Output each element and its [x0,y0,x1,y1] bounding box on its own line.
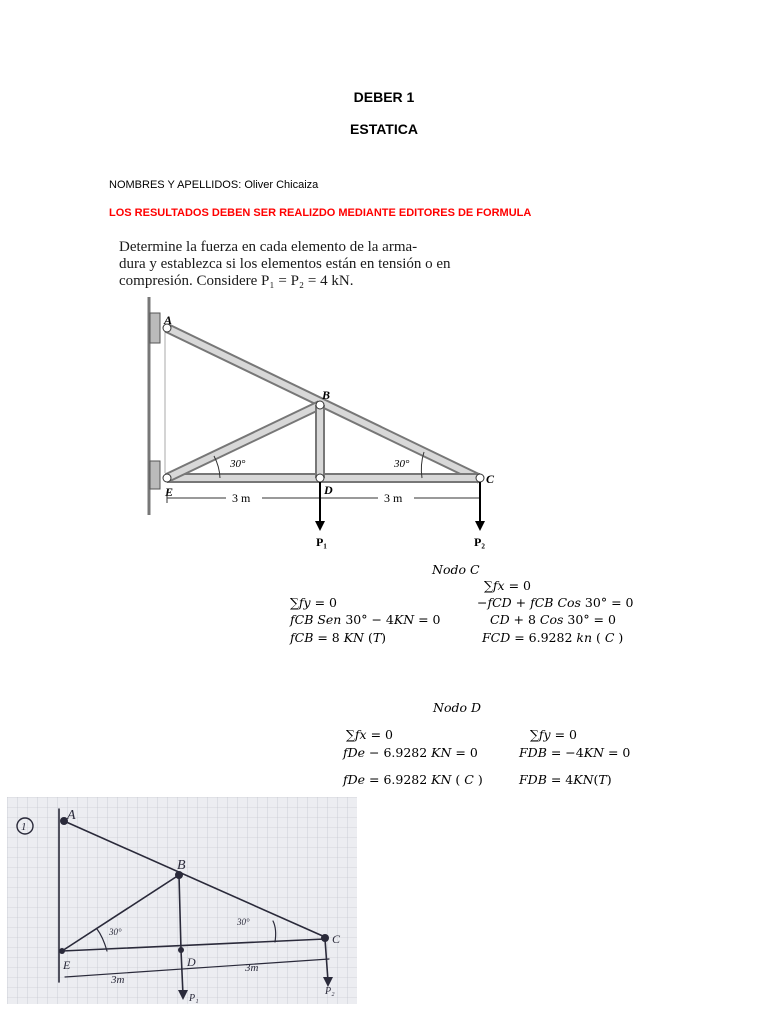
sketch-joint-d [178,947,184,953]
node-d-eq3: 𝑓𝐷𝑒 = 6.9282 𝐾𝑁 ( 𝐶 ) [343,772,483,787]
label-a: A [164,313,173,327]
node-c-sum-fy: ∑𝑓𝑦 = 0 [290,595,337,610]
label-p2: P₂ [474,535,485,549]
angle-label-right: 30° [394,458,410,470]
sketch-label-a: A [67,808,76,823]
sketch-label-p1: P₁ [189,993,199,1004]
dimension-label-left: 3 m [232,491,251,505]
support-e [150,461,160,489]
node-c-eq3: 𝐶𝐷 + 8 𝐶𝑜𝑠 30° = 0 [490,612,616,627]
load-arrowhead-p2 [475,521,485,531]
sketch-label-c: C [332,932,341,946]
node-d-eq4: 𝐹𝐷𝐵 = 4𝐾𝑁(𝑇) [519,772,612,787]
problem-line: compresión. Considere P₁ = P₂ = 4 kN. [119,273,354,289]
node-d-heading: Nodo D [433,700,481,715]
sketch-label-e: E [63,958,71,972]
truss-figure [140,295,520,555]
label-b: B [322,388,331,402]
node-c-sum-fx: ∑𝑓𝑥 = 0 [484,578,531,593]
dimension-label-right: 3 m [384,491,403,505]
label-c: C [486,472,495,486]
sketch-angle-right: 30° [237,917,250,927]
sketch-label-p2: P₂ [325,986,335,997]
load-arrowhead-p1 [315,521,325,531]
node-c-eq2: 𝑓𝐶𝐵 𝑆𝑒𝑛 30° − 4𝐾𝑁 = 0 [290,612,441,627]
joint-c [476,474,484,482]
joint-d [316,474,324,482]
hand-sketch [7,797,357,1004]
label-d: D [324,483,333,497]
angle-label-left: 30° [230,458,246,470]
joint-b [316,401,324,409]
sketch-joint-e [59,948,65,954]
student-name: NOMBRES Y APELLIDOS: Oliver Chicaiza [109,179,319,191]
sketch-label-d: D [187,955,196,969]
document-title: DEBER 1 [353,89,415,105]
sketch-dim-right: 3m [245,962,259,974]
problem-line: dura y establezca si los elementos están en tensión o en [119,256,451,272]
label-e: E [165,485,174,499]
node-d-sum-fy: ∑𝑓𝑦 = 0 [530,727,577,742]
node-c-eq1: −𝑓𝐶𝐷 + 𝑓𝐶𝐵 𝐶𝑜𝑠 30° = 0 [477,595,634,610]
node-c-eq5: 𝐹𝐶𝐷 = 6.9282 𝑘𝑛 ( 𝐶 ) [482,630,624,645]
sketch-number: 1 [21,821,27,833]
node-c-eq4: 𝑓𝐶𝐵 = 8 𝐾𝑁 (𝑇) [290,630,387,645]
sketch-dim-left: 3m [111,974,125,986]
label-p1: P₁ [316,535,327,549]
joint-e [163,474,171,482]
document-subtitle: ESTATICA [350,121,418,137]
support-a [150,313,160,343]
node-d-eq1: 𝑓𝐷𝑒 − 6.9282 𝐾𝑁 = 0 [343,745,478,760]
problem-line: Determine la fuerza en cada elemento de la arma- [119,239,418,255]
node-d-eq2: 𝐹𝐷𝐵 = −4𝐾𝑁 = 0 [519,745,631,760]
problem-statement [119,239,529,290]
sketch-joint-c [321,934,329,942]
sketch-label-b: B [177,858,186,873]
sketch-angle-left: 30° [109,927,122,937]
node-d-sum-fx: ∑𝑓𝑥 = 0 [346,727,393,742]
node-c-heading: Nodo C [432,562,480,577]
instruction-text: LOS RESULTADOS DEBEN SER REALIZDO MEDIANTE EDITORES DE FORMULA [109,207,532,219]
